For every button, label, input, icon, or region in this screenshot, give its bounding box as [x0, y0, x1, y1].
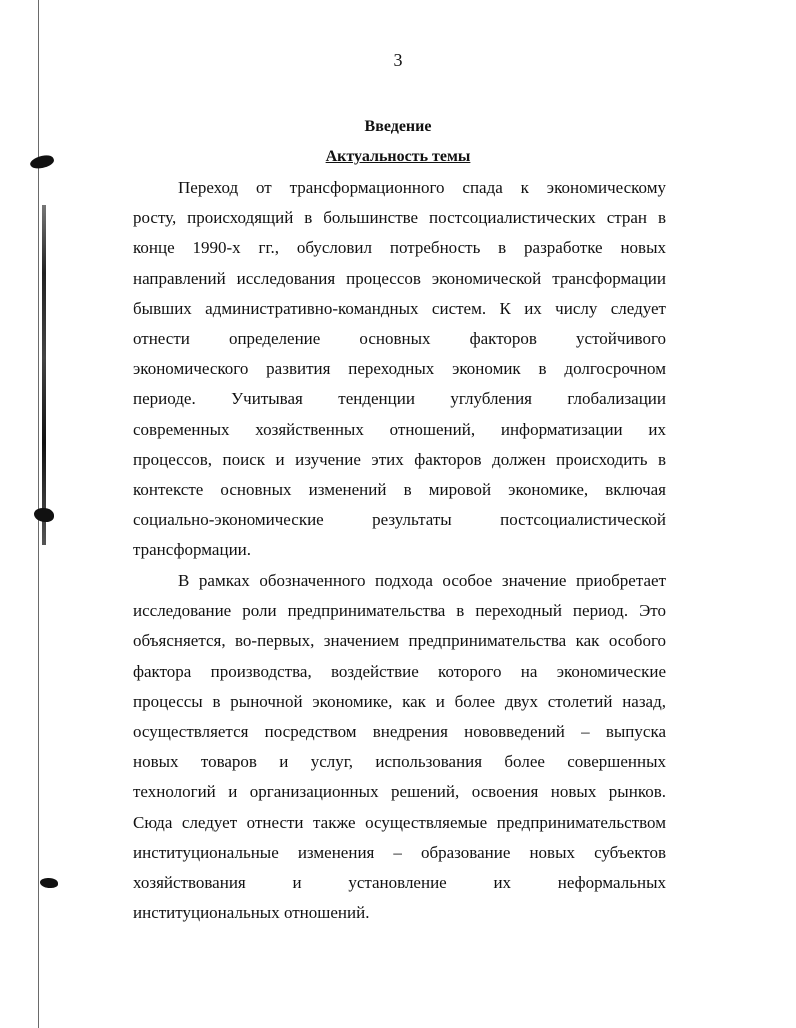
scan-ink-blot: [34, 508, 54, 522]
text-line: экономического развития переходных экономик в долгосрочном: [133, 359, 666, 379]
text-line: институциональных отношений.: [133, 903, 370, 923]
text-line: направлений исследования процессов экономической трансформации: [133, 268, 666, 288]
text-line: объясняется, во-первых, значением предпринимательства как особого: [133, 631, 666, 651]
text-line: Сюда следует отнести также осуществляемые предпринимательством: [133, 812, 666, 832]
text-line: социально-экономические результаты постсоциалистической: [133, 510, 666, 530]
text-line: росту, происходящий в большинстве постсоциалистических стран в: [133, 208, 666, 228]
paragraph-1: [133, 173, 666, 565]
text-line: контексте основных изменений в мировой экономике, включая: [133, 479, 666, 499]
text-line: новых товаров и услуг, использования более совершенных: [133, 752, 666, 772]
text-line: институциональные изменения – образование новых субъектов: [133, 842, 666, 862]
text-line: В рамках обозначенного подхода особое значение приобретает: [178, 571, 666, 590]
text-line: отнести определение основных факторов устойчивого: [133, 328, 666, 348]
text-line: хозяйствования и установление их неформальных: [133, 872, 666, 892]
text-line: периоде. Учитывая тенденции углубления глобализации: [133, 389, 666, 409]
text-line: конце 1990-х гг., обусловил потребность в разработке новых: [133, 238, 666, 258]
scan-ink-blot: [40, 878, 58, 888]
text-line: бывших административно-командных систем. К их числу следует: [133, 298, 666, 318]
text-line: процессы в рыночной экономике, как и более двух столетий назад,: [133, 691, 666, 711]
page-number: 3: [393, 50, 403, 70]
text-line: трансформации.: [133, 540, 252, 560]
scan-edge-shadow: [42, 205, 46, 545]
text-line: современных хозяйственных отношений, информатизации их: [133, 419, 666, 439]
text-line: исследование роли предпринимательства в переходный период. Это: [133, 601, 666, 621]
section-subheading: Актуальность темы: [325, 148, 471, 165]
text-line: фактора производства, воздействие которого на экономические: [133, 661, 666, 681]
text-line: осуществляется посредством внедрения нововведений – выпуска: [133, 721, 666, 741]
paragraph-2: [133, 566, 666, 928]
text-line: Переход от трансформационного спада к экономическому: [178, 178, 666, 197]
text-line: технологий и организационных решений, освоения новых рынков.: [133, 782, 666, 802]
text-line: процессов, поиск и изучение этих факторов должен происходить в: [133, 449, 666, 469]
section-heading: Введение: [364, 118, 432, 135]
